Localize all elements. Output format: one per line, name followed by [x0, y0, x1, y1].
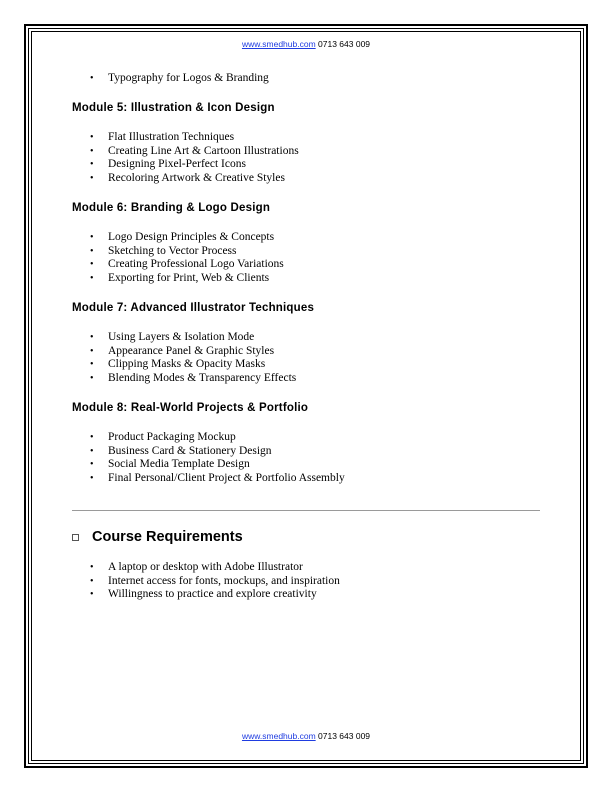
list-item: • Final Personal/Client Project & Portfolio Assembly [90, 472, 345, 486]
list-item: • Typography for Logos & Branding [90, 72, 269, 86]
header-phone: 0713 643 009 [318, 39, 371, 49]
module-5-list [90, 131, 299, 185]
module-5-heading: Module 5: Illustration & Icon Design [72, 102, 275, 114]
requirements-list [90, 561, 340, 602]
footer-phone: 0713 643 009 [318, 731, 371, 741]
list-item: • Blending Modes & Transparency Effects [90, 372, 296, 386]
list-item: • Business Card & Stationery Design [90, 445, 345, 459]
list-item: • Internet access for fonts, mockups, and inspiration [90, 575, 340, 589]
section-divider [72, 510, 540, 511]
list-item: • Logo Design Principles & Concepts [90, 231, 284, 245]
list-item: • Creating Line Art & Cartoon Illustrations [90, 145, 299, 159]
list-item: • Willingness to practice and explore creativity [90, 588, 340, 602]
module-6-list [90, 231, 284, 285]
list-item: • A laptop or desktop with Adobe Illustrator [90, 561, 340, 575]
header-website-link[interactable]: www.smedhub.com [241, 39, 316, 49]
carryover-list [90, 72, 269, 86]
list-item: • Recoloring Artwork & Creative Styles [90, 172, 299, 186]
list-item: • Clipping Masks & Opacity Masks [90, 358, 296, 372]
module-7-heading: Module 7: Advanced Illustrator Techniques [72, 302, 315, 314]
list-item: • Exporting for Print, Web & Clients [90, 272, 284, 286]
list-item: • Appearance Panel & Graphic Styles [90, 345, 296, 359]
page-footer [0, 731, 612, 741]
list-item: • Designing Pixel-Perfect Icons [90, 158, 299, 172]
list-item: • Flat Illustration Techniques [90, 131, 299, 145]
course-requirements-heading: Course Requirements [92, 529, 243, 545]
list-item: • Product Packaging Mockup [90, 431, 345, 445]
module-6-heading: Module 6: Branding & Logo Design [72, 202, 271, 214]
checkbox-icon [72, 534, 79, 541]
page-header [0, 39, 612, 49]
module-8-heading: Module 8: Real-World Projects & Portfolio [72, 402, 309, 414]
module-8-list [90, 431, 345, 485]
list-item: • Using Layers & Isolation Mode [90, 331, 296, 345]
list-item: • Social Media Template Design [90, 458, 345, 472]
module-7-list [90, 331, 296, 385]
footer-website-link[interactable]: www.smedhub.com [241, 731, 316, 741]
list-item: • Sketching to Vector Process [90, 245, 284, 259]
list-item: • Creating Professional Logo Variations [90, 258, 284, 272]
